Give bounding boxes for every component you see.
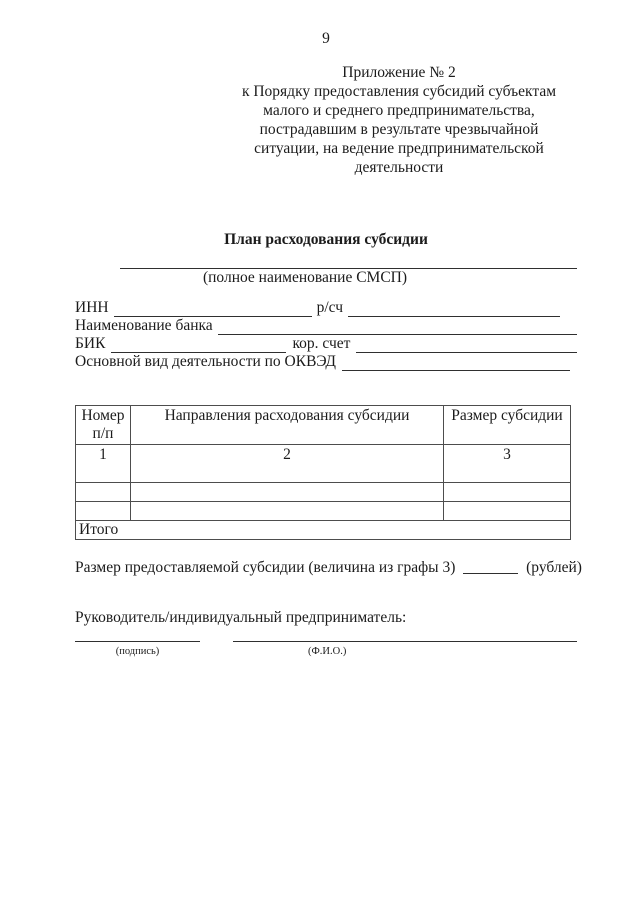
subsidy-amount-fill-line — [463, 560, 518, 574]
appendix-line: к Порядку предоставления субсидий субъектам — [241, 83, 557, 100]
table-row — [76, 502, 571, 521]
header-cell-directions: Направления расходования субсидии — [131, 406, 444, 445]
signature-name-block — [233, 641, 577, 658]
total-label-cell: Итого — [76, 521, 571, 540]
signatory-label: Руководитель/индивидуальный предприниматель: — [75, 609, 407, 626]
appendix-line: ситуации, на ведение предпринимательской — [254, 140, 544, 157]
bank-row — [75, 317, 577, 335]
column-number-row — [76, 445, 571, 483]
table-row — [76, 483, 571, 502]
empty-cell — [444, 483, 571, 502]
bik-row — [75, 335, 577, 353]
appendix-line: Приложение № 2 — [342, 64, 456, 81]
bik-label: БИК — [75, 335, 106, 352]
empty-cell — [131, 502, 444, 521]
okved-fill-line — [342, 356, 570, 371]
column-number-cell: 1 — [76, 445, 131, 483]
header-cell-number: Номер п/п — [76, 406, 131, 445]
signature-name-caption: (Ф.И.О.) — [308, 646, 347, 657]
total-row — [76, 521, 571, 540]
subsidy-amount-text-after: (рублей) — [526, 559, 582, 576]
okved-row — [75, 353, 577, 371]
inn-label: ИНН — [75, 299, 109, 316]
bank-label: Наименование банка — [75, 317, 213, 334]
inn-fill-line — [114, 302, 312, 317]
account-label: р/сч — [316, 299, 344, 316]
subsidy-amount-text-before: Размер предоставляемой субсидии (величина из графы 3) — [75, 559, 456, 576]
appendix-block — [213, 63, 585, 177]
column-number-cell: 3 — [444, 445, 571, 483]
subsidy-plan-table — [75, 405, 571, 540]
empty-cell — [131, 483, 444, 502]
signature-sign-block — [75, 641, 200, 658]
appendix-line: пострадавшим в результате чрезвычайной — [259, 121, 539, 138]
empty-cell — [76, 483, 131, 502]
signature-row — [75, 641, 577, 658]
corr-account-label: кор. счет — [292, 335, 351, 352]
okved-label: Основной вид деятельности по ОКВЭД — [75, 353, 336, 370]
org-name-caption: (полное наименование СМСП) — [202, 269, 408, 286]
empty-cell — [444, 502, 571, 521]
appendix-line: малого и среднего предпринимательства, — [263, 102, 535, 119]
page-number: 9 — [322, 30, 330, 47]
signature-sign-caption: (подпись) — [115, 646, 160, 657]
appendix-line: деятельности — [354, 159, 444, 176]
corr-account-fill-line — [356, 338, 577, 353]
header-cell-size: Размер субсидии — [444, 406, 571, 445]
bank-fill-line — [218, 320, 577, 335]
column-number-cell: 2 — [131, 445, 444, 483]
subsidy-amount-line — [75, 558, 582, 577]
account-fill-line — [348, 302, 560, 317]
inn-row — [75, 299, 577, 317]
bik-fill-line — [111, 338, 286, 353]
requisites-block — [75, 299, 577, 371]
table-header-row — [76, 406, 571, 445]
empty-cell — [76, 502, 131, 521]
document-title: План расходования субсидии — [224, 231, 428, 248]
